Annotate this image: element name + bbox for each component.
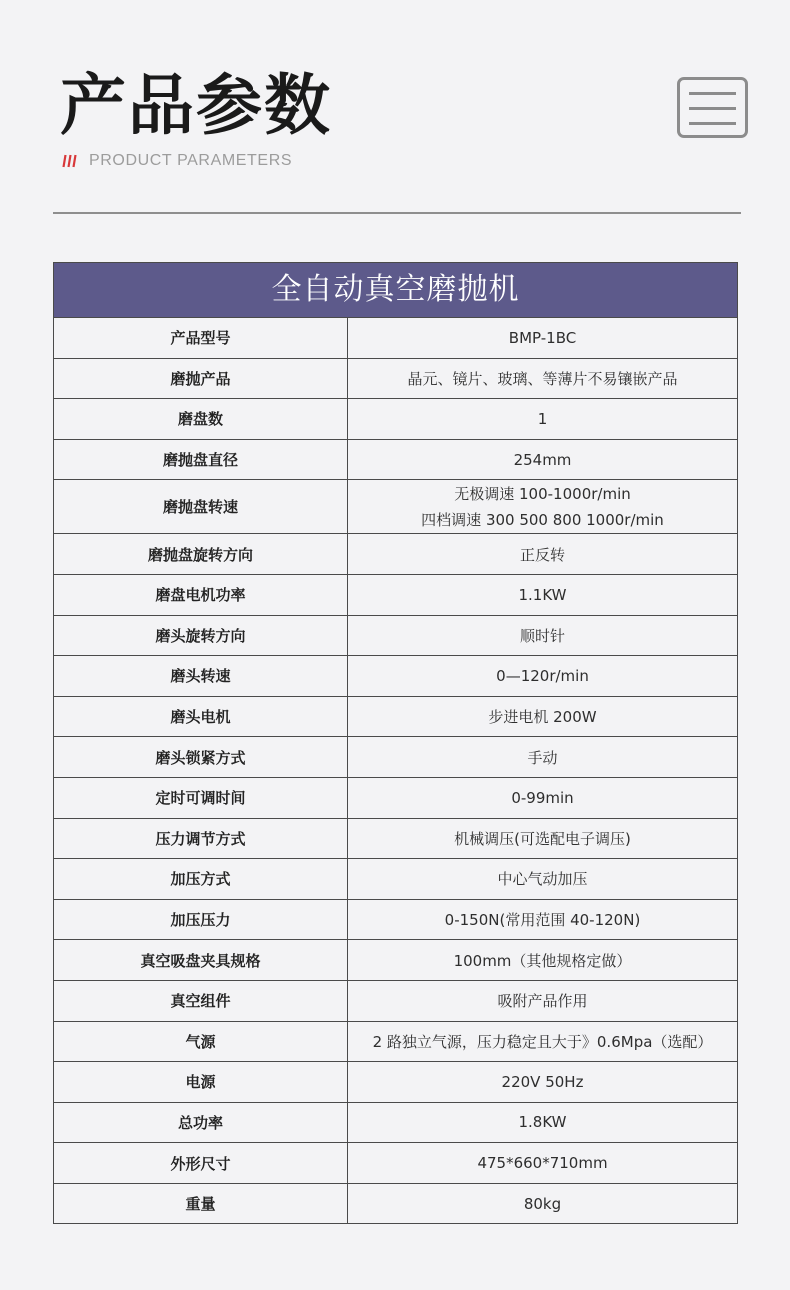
- table-row: [54, 777, 737, 818]
- param-label: 磨抛盘旋转方向: [54, 534, 348, 574]
- param-value: 254mm: [513, 450, 572, 469]
- table-row: [54, 939, 737, 980]
- param-value: 中心气动加压: [497, 870, 588, 889]
- param-table: [53, 262, 738, 1224]
- table-row: [54, 615, 737, 656]
- param-label: 磨抛盘转速: [54, 480, 348, 533]
- param-label: 电源: [54, 1062, 348, 1102]
- table-row: [54, 1021, 737, 1062]
- param-label: 气源: [54, 1022, 348, 1062]
- menu-icon-bar: [689, 107, 736, 110]
- param-label: 真空吸盘夹具规格: [54, 940, 348, 980]
- param-label: 磨头转速: [54, 656, 348, 696]
- param-label: 磨抛产品: [54, 359, 348, 399]
- table-row: [54, 398, 737, 439]
- table-row: [54, 479, 737, 533]
- page-subtitle: PRODUCT PARAMETERS: [89, 152, 293, 169]
- param-value: 手动: [527, 748, 558, 767]
- table-row: [54, 358, 737, 399]
- param-table-body: [54, 317, 737, 1223]
- param-value: 0-99min: [511, 788, 574, 807]
- table-row: [54, 1183, 737, 1224]
- table-row: [54, 1142, 737, 1183]
- table-row: [54, 574, 737, 615]
- param-value: 吸附产品作用: [497, 992, 588, 1011]
- table-row: [54, 736, 737, 777]
- param-label: 磨头锁紧方式: [54, 737, 348, 777]
- param-value: 80kg: [523, 1194, 562, 1213]
- param-value: 100mm（其他规格定做）: [453, 951, 632, 970]
- param-value: 475*660*710mm: [477, 1154, 608, 1173]
- param-label: 总功率: [54, 1103, 348, 1143]
- param-label: 加压压力: [54, 900, 348, 940]
- table-title: 全自动真空磨抛机: [54, 263, 737, 317]
- param-value: 机械调压(可选配电子调压): [454, 829, 631, 848]
- param-value: [348, 480, 737, 533]
- param-label: 磨头旋转方向: [54, 616, 348, 656]
- param-value: 220V 50Hz: [501, 1072, 584, 1091]
- param-value: 晶元、镜片、玻璃、等薄片不易镶嵌产品: [407, 369, 678, 388]
- param-label: 产品型号: [54, 318, 348, 358]
- param-label: 定时可调时间: [54, 778, 348, 818]
- table-row: [54, 1061, 737, 1102]
- param-value: 顺时针: [519, 626, 565, 645]
- table-row: [54, 980, 737, 1021]
- header-divider: [53, 212, 741, 214]
- param-value: 0-150N(常用范围 40-120N): [444, 911, 641, 930]
- param-value: 步进电机 200W: [488, 708, 597, 727]
- param-value: 2 路独立气源，压力稳定且大于》0.6Mpa（选配）: [372, 1032, 713, 1051]
- param-value: BMP-1BC: [508, 328, 577, 347]
- table-row: [54, 899, 737, 940]
- param-label: 真空组件: [54, 981, 348, 1021]
- menu-icon: [677, 77, 748, 138]
- param-label: 磨盘电机功率: [54, 575, 348, 615]
- param-value: 0—120r/min: [496, 666, 589, 685]
- param-label: 加压方式: [54, 859, 348, 899]
- table-row: [54, 818, 737, 859]
- param-value: 正反转: [519, 545, 565, 564]
- param-label: 压力调节方式: [54, 819, 348, 859]
- param-label: 外形尺寸: [54, 1143, 348, 1183]
- slash-marks-icon: [62, 154, 78, 168]
- param-value-line: 无极调速 100-1000r/min: [454, 484, 631, 503]
- table-row: [54, 439, 737, 480]
- table-row: [54, 696, 737, 737]
- param-value-line: 四档调速 300 500 800 1000r/min: [421, 510, 664, 529]
- param-label: 磨抛盘直径: [54, 440, 348, 480]
- param-label: 重量: [54, 1184, 348, 1224]
- param-label: 磨盘数: [54, 399, 348, 439]
- page-title: 产品参数: [60, 67, 332, 144]
- param-value: 1.1KW: [518, 585, 567, 604]
- table-row: [54, 858, 737, 899]
- menu-icon-bar: [689, 92, 736, 95]
- table-row: [54, 1102, 737, 1143]
- table-row: [54, 317, 737, 358]
- menu-icon-bar: [689, 122, 736, 125]
- param-label: 磨头电机: [54, 697, 348, 737]
- table-row: [54, 533, 737, 574]
- param-value: 1: [537, 409, 548, 428]
- param-value: 1.8KW: [518, 1113, 567, 1132]
- subtitle-row: [62, 150, 292, 172]
- table-row: [54, 655, 737, 696]
